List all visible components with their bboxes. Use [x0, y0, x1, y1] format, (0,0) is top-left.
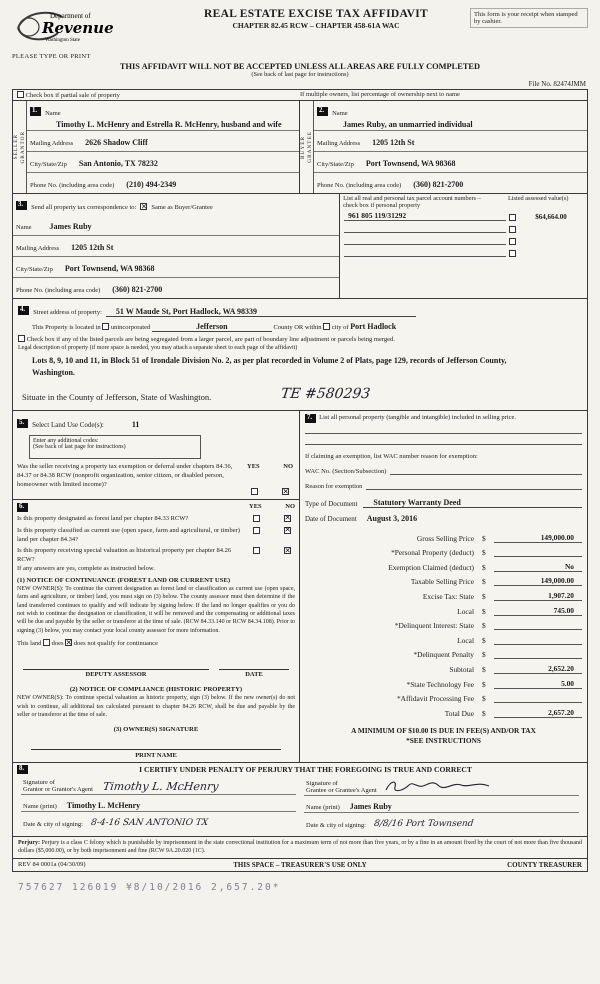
buyer-city-label: City/State/Zip [317, 161, 354, 168]
correspondence-name-field[interactable] [13, 215, 339, 236]
correspondence-city-label: City/State/Zip [16, 266, 53, 273]
correspondence-phone-value: (360) 821-2700 [112, 285, 163, 294]
correspondence-mailing-value: 1205 12th St [71, 243, 114, 252]
does-not-label: does not qualify for continuance [73, 640, 158, 648]
form-body [12, 89, 588, 872]
form-header [12, 8, 588, 60]
buyer-side-strip [300, 101, 314, 193]
title-block [162, 8, 470, 30]
land-use-value[interactable]: 11 [131, 420, 140, 430]
te-number-handwritten: TE #580293 [280, 386, 372, 403]
reason-exemption-label: Reason for exemption [305, 482, 363, 490]
seller-city-label: City/State/Zip [30, 161, 67, 168]
acceptance-warning: THIS AFFIDAVIT WILL NOT BE ACCEPTED UNLESS ALL AREAS ARE FULLY COMPLETED [119, 62, 481, 71]
seller-name-value: Timothy L. McHenry and Estrella R. McHenry, husband and wife [56, 120, 282, 129]
s6-no-header: NO [285, 503, 295, 511]
grantor-signature-handwritten: Timothy L. McHenry [102, 780, 220, 794]
grantee-printname-value: James Ruby [349, 802, 392, 812]
buyer-city-value: Port Townsend, WA 98368 [365, 159, 456, 168]
fee-row-delinq-penalty[interactable]: *Delinquent Penalty $ [305, 645, 582, 660]
grantor-sig-label-2: Grantor or Grantor's Agent [23, 786, 93, 794]
cashier-stamp: 757627 126019 ¥8/10/2016 2,657.20* [18, 881, 281, 893]
correspondence-city-value: Port Townsend, WA 98368 [64, 264, 155, 273]
seller-mailing-field[interactable] [27, 131, 299, 152]
current-use-yes-checkbox[interactable] [253, 527, 260, 534]
forest-land-question: Is this property designated as forest land per chapter 84.33 RCW? [17, 514, 189, 522]
compliance-title: (2) NOTICE OF COMPLIANCE (HISTORIC PROPERTY) [69, 686, 243, 694]
seller-buyer-row [13, 101, 587, 194]
partial-sale-row [13, 90, 587, 101]
county-or-label: County OR within [273, 324, 322, 331]
buyer-mailing-field[interactable] [314, 131, 587, 152]
send-correspondence-label: Send all property tax correspondence to: [31, 204, 137, 211]
form-chapter: CHAPTER 82.45 RCW – CHAPTER 458-61A WAC [232, 21, 400, 30]
if-yes-note: If any answers are yes, complete as instructed below. [17, 564, 155, 572]
buyer-city-field[interactable] [314, 152, 587, 173]
land-use-label: Select Land Use Code(s): [32, 421, 104, 430]
grantee-date-value: 8/8/16 Port Townsend [373, 819, 475, 830]
section8-badge: 8. [17, 765, 28, 774]
personal-property-checkbox-2[interactable] [509, 226, 516, 233]
grantee-date-field[interactable] [304, 813, 579, 830]
section7-badge: 7. [305, 414, 316, 423]
seller-city-value: San Antonio, TX 78232 [78, 159, 158, 168]
grantee-printname-label: Name (print) [306, 804, 340, 812]
grantor-date-value: 8-4-16 SAN ANTONIO TX [90, 818, 209, 829]
parcel-row-3[interactable] [340, 234, 587, 246]
svg-text:Washington State: Washington State [45, 38, 81, 43]
deputy-assessor-signature-line[interactable] [23, 669, 209, 678]
treasurer-space-label: THIS SPACE – TREASURER'S USE ONLY [233, 860, 367, 869]
exemption-no-checkbox[interactable] [282, 488, 289, 495]
correspondence-phone-label: Phone No. (including area code) [16, 287, 101, 294]
svg-text:Department of: Department of [50, 12, 91, 20]
doc-type-value[interactable]: Statutory Warranty Deed [363, 498, 582, 508]
see-instructions-note: *SEE INSTRUCTIONS [406, 735, 481, 745]
situate-text: Situate in the County of Jefferson, State of Washington. [22, 392, 212, 403]
no-header: NO [283, 463, 293, 471]
personal-property-line-1[interactable] [305, 423, 582, 434]
grantee-sig-label-2: Grantee or Grantee's Agent [306, 787, 377, 795]
doc-date-value[interactable]: August 3, 2016 [366, 513, 418, 523]
compliance-body: NEW OWNER(S): To continue special valuation as historic property, sign (3) below. If the new owner(s) do not wish to continue, all additional tax calculated pursuant to chapter 84.26 RCW, shall be due and payable by the seller or transferor at the time of sale. [17, 695, 295, 718]
seller-section [13, 101, 300, 193]
seller-name-field[interactable] [27, 101, 299, 131]
historic-yes-checkbox[interactable] [253, 547, 260, 554]
perjury-bold: Perjury: [18, 840, 40, 847]
perjury-notice [13, 837, 587, 857]
parcel-number-value: 961 805 119/31292 [344, 211, 506, 221]
buyer-phone-label: Phone No. (including area code) [317, 182, 402, 189]
fee-row-processing-fee[interactable]: *Affidavit Processing Fee $ [305, 689, 582, 704]
city-of-checkbox[interactable] [323, 323, 330, 330]
grantor-label: GRANTOR [20, 130, 26, 164]
grantor-sig-label-1: Signature of [23, 779, 55, 787]
owners-signature-title: (3) OWNER(S) SIGNATURE [113, 726, 199, 734]
located-in-label: This Property is located in [32, 324, 101, 331]
assessed-value-1: $64,664.00 [535, 213, 567, 221]
grantee-signature-field[interactable] [304, 778, 579, 796]
assessed-values-header: Listed assessed value(s) [507, 195, 569, 202]
grantee-label: GRANTEE [307, 131, 313, 163]
does-not-qualify-checkbox[interactable] [65, 639, 72, 646]
fee-row-total-due[interactable]: Total Due $ 2,657.20 [305, 703, 582, 718]
seller-phone-value: (210) 494-2349 [126, 180, 177, 189]
fee-row-subtotal[interactable]: Subtotal $ 2,652.20 [305, 659, 582, 674]
street-address-label: Street address of property: [33, 309, 102, 316]
partial-sale-label: Check box if partial sale of property [25, 92, 120, 99]
revenue-logo-icon [12, 8, 152, 44]
seller-city-field[interactable] [27, 152, 299, 173]
fee-row-gross[interactable]: Gross Selling Price $ 149,000.00 [305, 528, 582, 543]
fee-row-delinq-interest-local[interactable]: Local $ [305, 630, 582, 645]
s6-yes-header: YES [249, 503, 262, 511]
exemption-question: Was the seller receiving a property tax exemption or deferral under chapters 84.36, 84.37 or 84.38 RCW (nonprofit organization, senior citizen, or disabled person, homeowner with limited income)? [17, 463, 233, 488]
segregated-label: Check box if any of the listed parcels are being segregated from a larger parcel, are part of boundary line adjustment or parcels being merged. [26, 336, 395, 343]
correspondence-mailing-label: Mailing Address [16, 245, 60, 252]
county-treasurer-label: COUNTY TREASURER [507, 860, 582, 869]
additional-codes-note: (See back of last page for instructions) [33, 444, 126, 451]
correspondence-name-value: James Ruby [49, 222, 92, 231]
buyer-phone-value: (360) 821-2700 [413, 180, 464, 189]
seller-mailing-value: 2626 Shadow Cliff [85, 138, 148, 147]
fee-row-tech-fee[interactable]: *State Technology Fee $ 5.00 [305, 674, 582, 689]
unincorporated-label: unincorporated [110, 324, 151, 331]
personal-property-line-2[interactable] [305, 434, 582, 445]
print-name-label: PRINT NAME [135, 752, 177, 760]
grantee-signature-scribble [383, 778, 493, 794]
seller-label: SELLER [13, 134, 19, 160]
middle-columns [13, 411, 587, 763]
assessor-date-line[interactable] [219, 669, 289, 678]
file-number: File No. 82474JMM [528, 80, 586, 88]
forest-no-checkbox[interactable] [284, 515, 291, 522]
grantee-date-label: Date & city of signing: [306, 822, 366, 830]
correspondence-mailing-field[interactable] [13, 236, 339, 257]
property-section [13, 299, 587, 411]
grantor-date-label: Date & city of signing: [23, 821, 83, 829]
current-use-no-checkbox[interactable] [284, 527, 291, 534]
street-address-value[interactable]: 51 W Maude St, Port Hadlock, WA 98339 [106, 307, 416, 317]
exemption-intro: If claiming an exemption, list WAC number reason for exemption: [305, 452, 478, 460]
does-qualify-checkbox[interactable] [43, 639, 50, 646]
correspondence-section [13, 194, 587, 299]
parcel-row-2[interactable] [340, 222, 587, 234]
county-value[interactable]: Jefferson [152, 322, 272, 332]
forest-yes-checkbox[interactable] [253, 515, 260, 522]
correspondence-phone-field[interactable] [13, 278, 339, 298]
fee-row-personal[interactable]: *Personal Property (deduct) $ [305, 543, 582, 558]
doc-type-label: Type of Document [305, 499, 358, 508]
perjury-text: Perjury is a class C felony which is punishable by imprisonment in the state correctional institution for a maximum term of not more than five years, or by a fine in an amount fixed by the court of not more than five thousand dollars ($5,000.00), or by both imprisonment and fine (RCW 9A.20.020 (1C). [18, 840, 582, 855]
fee-row-excise-local[interactable]: Local $ 745.00 [305, 601, 582, 616]
fee-row-excise-state[interactable]: Excise Tax: State $ 1,907.20 [305, 586, 582, 601]
parcel-numbers-header: List all real and personal tax parcel account numbers – check box if personal property [343, 195, 481, 209]
fee-row-delinq-interest-state[interactable]: *Delinquent Interest: State $ [305, 616, 582, 631]
section5-badge: 5. [17, 419, 28, 428]
personal-property-intro: List all personal property (tangible and intangible) included in selling price. [319, 414, 517, 422]
same-as-buyer-checkbox[interactable] [140, 203, 147, 210]
certify-statement: I CERTIFY UNDER PENALTY OF PERJURY THAT THE FOREGOING IS TRUE AND CORRECT [139, 765, 472, 775]
current-use-question: Is this property classified as current use (open space, farm and agricultural, or timber) land per chapter 84.34? [17, 526, 240, 543]
fee-row-exemption[interactable]: Exemption Claimed (deduct) $ No [305, 557, 582, 572]
please-type-label: PLEASE TYPE OR PRINT [12, 53, 91, 60]
personal-property-checkbox-3[interactable] [509, 238, 516, 245]
partial-sale-checkbox[interactable] [17, 91, 24, 98]
grantor-printname-label: Name (print) [23, 803, 57, 811]
reason-exemption-field[interactable] [366, 483, 582, 490]
legal-description-label: Legal description of property (if more space is needed, you may attach a separate sheet to each page of the affidavit) [18, 345, 298, 351]
city-of-label: city of [331, 324, 349, 331]
grantor-signature-block [17, 776, 300, 832]
multiple-owners-note: If multiple owners, list percentage of ownership next to name [300, 91, 460, 98]
wac-number-field[interactable] [390, 468, 582, 475]
grantor-signature-field[interactable] [21, 778, 296, 795]
legal-description-value[interactable]: Lots 8, 9, 10 and 11, in Block 51 of Irondale Division No. 2, as per plat recorded in Volume 2 of Plats, page 129, records of Jefferson County, Washington. [32, 356, 507, 377]
does-label: does [51, 640, 64, 648]
seller-phone-label: Phone No. (including area code) [30, 182, 115, 189]
section1-badge: 1. [30, 107, 41, 116]
correspondence-city-field[interactable] [13, 257, 339, 278]
grantor-date-field[interactable] [21, 812, 296, 829]
exemption-yes-checkbox[interactable] [251, 488, 258, 495]
grantee-sig-label-1: Signature of [306, 780, 338, 788]
parcel-row-1[interactable] [340, 210, 587, 222]
owner-signature-line[interactable] [31, 749, 281, 750]
form-title: REAL ESTATE EXCISE TAX AFFIDAVIT [204, 8, 428, 20]
seller-side-strip [13, 101, 27, 193]
classification-section [13, 500, 299, 762]
dollar-sign: $ [482, 533, 486, 543]
buyer-mailing-label: Mailing Address [317, 140, 361, 147]
receipt-note: This form is your receipt when stamped by cashier. [470, 8, 588, 28]
segregated-checkbox[interactable] [18, 335, 25, 342]
deputy-assessor-label: DEPUTY ASSESSOR [85, 671, 147, 679]
buyer-label: BUYER [300, 135, 306, 159]
assessor-date-label: DATE [245, 671, 263, 679]
minimum-due-note: A MINIMUM OF $10.00 IS DUE IN FEE(S) AND/OR TAX [351, 725, 536, 735]
personal-property-checkbox-4[interactable] [509, 250, 516, 257]
grantor-printname-field[interactable] [21, 795, 296, 812]
buyer-name-field[interactable] [314, 101, 587, 131]
buyer-section [300, 101, 587, 193]
rev-number: REV 84 0001a (04/30/09) [18, 861, 86, 869]
see-back-note: (See back of last page for instructions) [251, 71, 349, 78]
personal-property-checkbox-1[interactable] [509, 214, 516, 221]
buyer-name-label: Name [332, 110, 348, 117]
parcel-row-4[interactable] [340, 246, 587, 258]
historic-question: Is this property receiving special valuation as historical property per chapter 84.26 RCW? [17, 547, 232, 564]
fee-row-taxable[interactable]: Taxable Selling Price $ 149,000.00 [305, 572, 582, 587]
same-as-buyer-label: Same as Buyer/Grantee [151, 204, 213, 211]
form-footer [13, 858, 587, 871]
tax-computation-section [300, 411, 587, 762]
seller-name-label: Name [45, 110, 61, 117]
grantee-printname-field[interactable] [304, 796, 579, 813]
continuance-body: NEW OWNER(S): To continue the current designation as forest land or classification as current use (open space, farm and agriculture, or timber) land, you must sign on (3) below. The county assessor must then determine if the land transferred continues to qualify and will indicate by signing below. If the land no longer qualifies or you do not wish to continue the designation or classification, it will be removed and the compensating or additional taxes will be due and payable by the seller or transferor at the time of sale. (RCW 84.33.140 or RCW 84.34.108). Prior to signing (3) below, you may contact your local county assessor for more information. [17, 585, 295, 634]
this-land-label: This land [17, 640, 42, 648]
svg-text:Revenue: Revenue [42, 19, 114, 37]
agency-logo-block [12, 8, 162, 60]
yes-header: YES [247, 463, 260, 471]
section3-badge: 3. [16, 201, 27, 210]
section6-badge: 6. [17, 503, 28, 512]
section2-badge: 2. [317, 107, 328, 116]
land-use-section [13, 411, 299, 500]
continuance-title: (1) NOTICE OF CONTINUANCE (FOREST LAND OR CURRENT USE) [17, 576, 231, 584]
historic-no-checkbox[interactable] [284, 547, 291, 554]
seller-mailing-label: Mailing Address [30, 140, 74, 147]
grantee-signature-block [300, 776, 583, 832]
grantor-printname-value: Timothy L. McHenry [66, 801, 141, 811]
doc-date-label: Date of Document [305, 514, 357, 523]
buyer-phone-field[interactable] [314, 173, 587, 193]
city-of-value[interactable]: Port Hadlock [350, 322, 397, 331]
buyer-name-value: James Ruby, an unmarried individual [343, 120, 473, 129]
seller-phone-field[interactable] [27, 173, 299, 193]
certification-section [13, 763, 587, 837]
correspondence-name-label: Name [16, 224, 32, 231]
additional-codes-box[interactable] [29, 435, 201, 459]
section4-badge: 4. [18, 306, 29, 315]
unincorporated-checkbox[interactable] [102, 323, 109, 330]
buyer-mailing-value: 1205 12th St [372, 138, 415, 147]
wac-number-label: WAC No. (Section/Subsection) [305, 467, 387, 475]
additional-codes-label: Enter any additional codes: [33, 438, 99, 445]
